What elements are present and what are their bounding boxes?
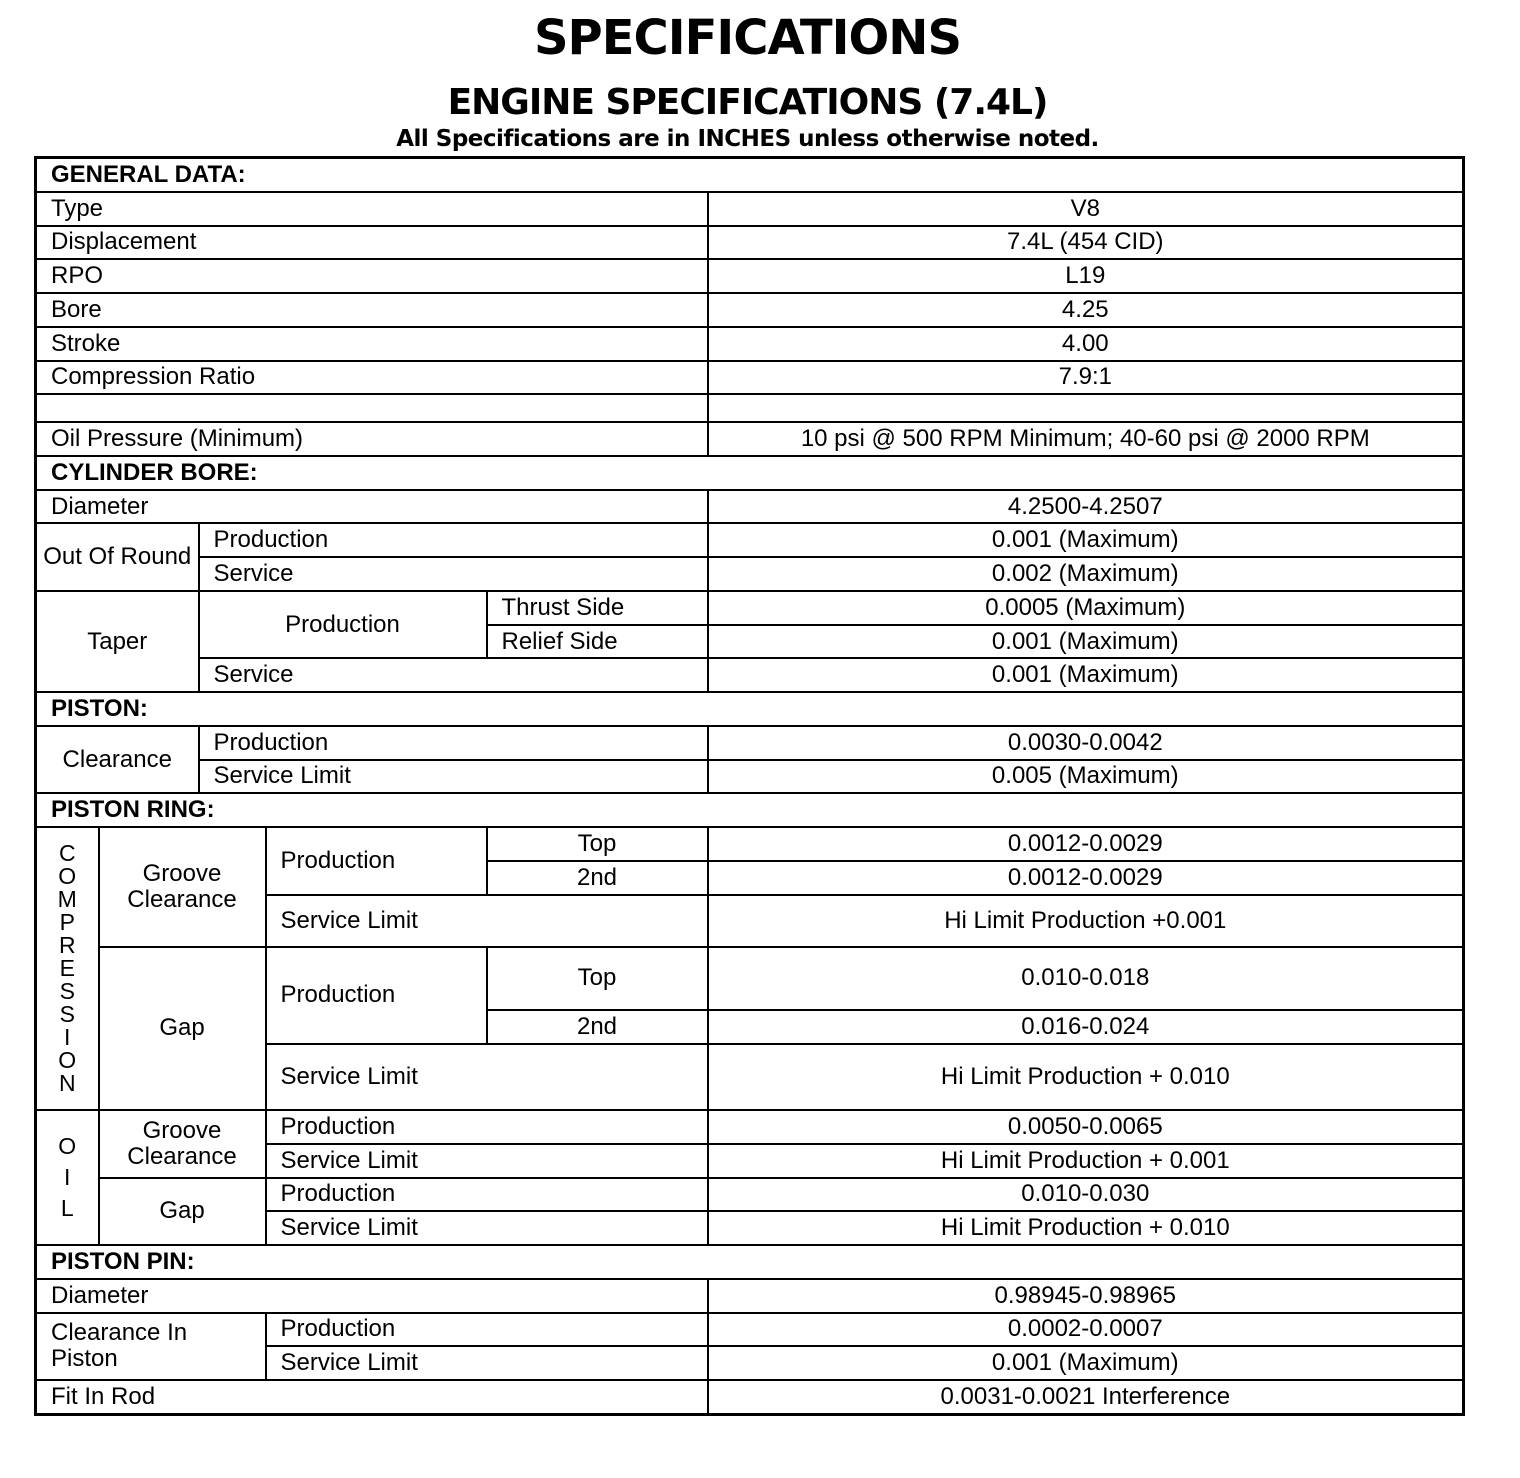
spec-value: 0.0012-0.0029 [708,861,1464,895]
spec-value: 0.98945-0.98965 [708,1279,1464,1313]
spec-value: 0.001 (Maximum) [708,1346,1464,1380]
table-row [36,947,1464,1011]
spec-label: Service [199,658,708,692]
spec-label: Diameter [36,1279,708,1313]
spec-value: 0.0031-0.0021 Interference [708,1380,1464,1415]
spec-sublabel: Top [487,827,708,861]
taper-label: Taper [36,591,199,692]
table-row [36,523,1464,557]
table-row [36,259,1464,293]
spec-value [708,394,1464,422]
clearance-in-piston-label: Clearance In Piston [36,1313,266,1380]
spec-value: 4.00 [708,327,1464,361]
spec-label: Service Limit [199,760,708,794]
table-row [36,226,1464,260]
spec-value: 0.001 (Maximum) [708,625,1464,659]
spec-value: 0.010-0.030 [708,1178,1464,1212]
spec-value: 7.9:1 [708,361,1464,395]
table-row [36,1380,1464,1415]
spec-value: 0.005 (Maximum) [708,760,1464,794]
spec-label: Service Limit [266,1346,708,1380]
table-row [36,760,1464,794]
table-row [36,1279,1464,1313]
table-row [36,490,1464,524]
gap-label: Gap [99,947,266,1111]
table-row [36,726,1464,760]
table-row [36,591,1464,625]
spec-value: Hi Limit Production + 0.010 [708,1044,1464,1110]
section-piston: PISTON: [36,692,1464,726]
out-of-round-label: Out Of Round [36,523,199,590]
spec-value: 0.0030-0.0042 [708,726,1464,760]
groove-clearance-label: Groove Clearance [99,827,266,946]
spec-label: Type [36,192,708,226]
spec-value: 0.0050-0.0065 [708,1110,1464,1144]
spec-value: 7.4L (454 CID) [708,226,1464,260]
spec-sublabel: Top [487,947,708,1011]
spec-label: Service Limit [266,1211,708,1245]
spec-label: Service Limit [266,1044,708,1110]
spec-label: Production [266,1313,708,1347]
table-row [36,1178,1464,1212]
table-row [36,1110,1464,1144]
spec-label: Stroke [36,327,708,361]
spec-sublabel: 2nd [487,1010,708,1044]
spec-label: Production [199,591,487,658]
spec-value: 4.2500-4.2507 [708,490,1464,524]
spec-label: Compression Ratio [36,361,708,395]
spec-value: 0.001 (Maximum) [708,523,1464,557]
spec-value: 0.001 (Maximum) [708,658,1464,692]
oil-vertical-label: O I L [36,1110,99,1245]
spec-value: 4.25 [708,293,1464,327]
spec-sublabel: 2nd [487,861,708,895]
engine-spec-table [34,156,1465,1416]
spec-label: Production [266,1110,708,1144]
spec-label: Production [199,726,708,760]
spec-value: Hi Limit Production + 0.010 [708,1211,1464,1245]
section-cylinder-bore: CYLINDER BORE: [36,456,1464,490]
section-general-data: GENERAL DATA: [36,158,1464,192]
spec-label: Service Limit [266,895,708,947]
compression-vertical-label: C O M P R E S S I O N [36,827,99,1110]
spec-label: Production [266,1178,708,1212]
table-row [36,327,1464,361]
spec-label: Oil Pressure (Minimum) [36,422,708,456]
spec-label: Fit In Rod [36,1380,708,1415]
page-subtitle: ENGINE SPECIFICATIONS (7.4L) [447,82,1048,123]
spec-sublabel: Thrust Side [487,591,708,625]
spec-value: 10 psi @ 500 RPM Minimum; 40-60 psi @ 2000 RPM [708,422,1464,456]
spec-label [36,394,708,422]
section-piston-pin: PISTON PIN: [36,1245,1464,1279]
table-row [36,1313,1464,1347]
spec-value: V8 [708,192,1464,226]
spec-value: 0.0005 (Maximum) [708,591,1464,625]
spec-label: Service Limit [266,1144,708,1178]
table-row [36,658,1464,692]
spec-value: 0.002 (Maximum) [708,557,1464,591]
spec-label: Displacement [36,226,708,260]
oil-groove-clearance-label: Groove Clearance [99,1110,266,1177]
units-note: All Specifications are in INCHES unless otherwise noted. [396,126,1099,152]
table-row [36,827,1464,861]
spec-label: Service [199,557,708,591]
table-row [36,293,1464,327]
spec-value: Hi Limit Production +0.001 [708,895,1464,947]
spec-value: L19 [708,259,1464,293]
spec-value: Hi Limit Production + 0.001 [708,1144,1464,1178]
table-row [36,422,1464,456]
clearance-label: Clearance [36,726,199,793]
spec-label: Production [199,523,708,557]
section-piston-ring: PISTON RING: [36,793,1464,827]
table-row [36,361,1464,395]
spec-label: Bore [36,293,708,327]
table-row [36,557,1464,591]
oil-gap-label: Gap [99,1178,266,1245]
spec-value: 0.010-0.018 [708,947,1464,1011]
spec-value: 0.016-0.024 [708,1010,1464,1044]
spec-value: 0.0002-0.0007 [708,1313,1464,1347]
page-title: SPECIFICATIONS [533,10,962,66]
table-row [36,192,1464,226]
spec-label: Diameter [36,490,708,524]
spec-sublabel: Relief Side [487,625,708,659]
table-row-blank [36,394,1464,422]
spec-label: Production [266,947,487,1045]
spec-label: Production [266,827,487,894]
spec-label: RPO [36,259,708,293]
spec-value: 0.0012-0.0029 [708,827,1464,861]
